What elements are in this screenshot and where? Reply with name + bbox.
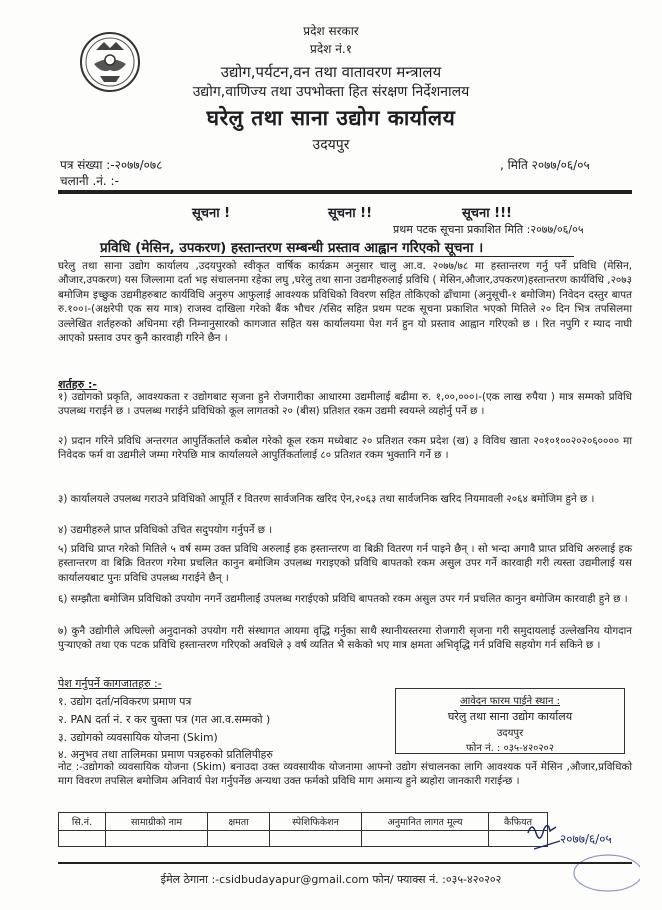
reference-number: पत्र संख्या :-२०७७/०७८ [60, 158, 163, 172]
notice-subject: प्रविधि (मेसिन, उपकरण) हस्तान्तरण सम्बन्धी प्रस्ताव आह्वान गरिएको सूचना । [100, 240, 484, 256]
directorate-name: उद्योग,वाणिज्य तथा उपभोक्ता हित संरक्षण निर्देशनालय [192, 84, 470, 100]
intro-paragraph: घरेलु तथा साना उद्योग कार्यालय ,उदयपुरको स्वीकृत वार्षिक कार्यक्रम अनुसार चालु आ.व. २०७७/७८ मा हस्तान्तरण गर्नु पर्ने प्रविधि (मेसिन, औजार,उपकरण) यस जिल्लामा दर्ता भइ संचालनमा रहेका लघु ,घरेलु तथा साना उद्यमीहरुलाई प्रविधि ( मेसिन,औजार,उपकरण)हस्तान्तरण कार्यविधि ,२०७३ बमोजिम इच्छुक उद्यमीहरुबाट कार्यविधि अनुरुप आफुलाई आवश्यक प्रविधिको विवरण सहित तोकिएको ढाँचामा (अनुसूची-१ बमोजिम) निवेदन दस्तुर बापत रु.१००।-(अक्षरेपी एक सय मात्र) राजस्व दाखिला गरेको बैंक भौचर /रसिद सहित प्रथम पटक सूचना प्रकाशित भएको मितिले २० दिन भित्र तपसिलमा उल्लेखित शर्तहरुको अधिनमा रही निम्नानुसारको कागजात सहित यस कार्यालयमा पेश गर्न हुन यो प्रस्ताव आह्वान गरिएको छ । रित नपुगि र म्याद नाघी आएको प्रस्ताव उपर कुनै कारवाही गरिने छैन । [58, 260, 632, 345]
note-paragraph: नोट :-उद्योगको व्यवसायिक योजना (Skim) बनाउदा उक्त व्यवसायीक योजनामा आफ्नो उद्योग संचालनका लागि आवश्यक पर्ने मेसिन ,औजार,प्रविधिको माग विवरण तपसिल बमोजिम अनिवार्य पेश गर्नुपर्नेछ अन्यथा उक्त फर्मको प्रविधि माग अमान्य हुने ब्यहोरा जानकारी गराईन्छ । [58, 761, 632, 788]
signature-date: २०७७/६/०५ [560, 832, 612, 846]
document-item: ४. अनुभव तथा तालिमका प्रमाण पत्रहरुको प्रतिलिपीहरु [58, 748, 273, 761]
machinery-demand-table [58, 812, 548, 847]
condition-7: ७) कुनै उद्योगीले अघिल्लो अनुदानको उपयोग गरी संस्थागत आयमा वृद्धि गर्नुका साथै स्थानीयस्तरमा रोजगारी सृजना गरी समुदायलाई उल्लेखनिय योगदान पुऱ्याएको तथा एक पटक प्रविधि हस्तान्तरण गरिएको अवधिले ३ वर्ष व्यतित भै सकेको भए मात्र क्षमता अभिवृद्धि गर्न प्रविधि सहयोग गर्न सकिने छ । [58, 625, 632, 652]
notice-label-3: सूचना !!! [462, 206, 512, 221]
table-row [59, 831, 548, 847]
application-phone: फोन नं. : ०३५-४२०२०२ [466, 743, 554, 754]
subject-underline [100, 256, 574, 257]
table-header-cell: स्पेशिफिकेशन [270, 813, 362, 831]
documents-title: पेश गर्नुपर्ने कागजातहरु :- [58, 677, 162, 690]
province-name: प्रदेश नं.१ [310, 42, 352, 56]
condition-4: ४) उद्यमीहरुले प्राप्त प्रविधिको उचित सदुपयोग गर्नुपर्ने छ । [58, 524, 273, 536]
government-name: प्रदेश सरकार [303, 24, 359, 38]
application-office: घरेलु तथा साना उद्योग कार्यालय [447, 710, 573, 723]
table-header-cell: सामाग्रीको नाम [106, 813, 208, 831]
table-header-cell: सि.नं. [59, 813, 106, 831]
conditions-title: शर्तहरु :- [58, 378, 97, 391]
dispatch-number: चलानी .नं. :- [60, 174, 119, 188]
ministry-name: उद्योग,पर्यटन,वन तथा वातावरण मन्त्रालय [220, 63, 442, 81]
table-header-cell: अनुमानित लागत मूल्य [362, 813, 489, 831]
table-header-row [59, 813, 548, 831]
condition-5: ५) प्रविधि प्राप्त गरेको मितिले ५ वर्ष सम्म उक्त प्रविधि अरुलाई हक हस्तान्तरण वा बिक्री वितरण गर्न पाइने छैन् । सो भन्दा अगावै प्राप्त प्रविधि अरुलाई हक हस्तान्तरण वा बिक्रि वितरण गरेमा प्रचलित कानुन बमोजिम उपलब्ध गराइएको प्रविधि बापतको रकम असुल उपर गर्ने कारवाही गरी त्यस्ता उद्यमीलाई यस कार्यालयबाट पुनः प्रविधि उपलब्ध गराईने छैन् । [58, 543, 632, 584]
footer-contact: ईमेल ठेगाना :-csidbudayapur@gmail.com फोन/ फ्याक्स नं. :०३५-४२०२०२ [160, 873, 502, 886]
condition-3: ३) कार्यालयले उपलब्ध गराउने प्रविधिको आपूर्ति र वितरण सार्वजनिक खरिद ऐन,२०६३ तथा सार्वजनिक खरिद नियमावली २०६४ बमोजिम हुने छ । [58, 493, 595, 505]
notice-label-2: सूचना !! [328, 206, 373, 221]
document-item: ३. उद्योगको व्यवसायिक योजना (Skim) [58, 731, 218, 744]
first-publication-date: प्रथम पटक सूचना प्रकाशित मिति :२०७७/०६/०५ [393, 223, 584, 236]
document-item: २. PAN दर्ता नं. र कर चुक्ता पत्र (गत आ.व.सम्मको ) [58, 713, 271, 726]
table-header-cell: कैफियत [489, 813, 548, 831]
condition-6: ६) सम्झौता बमोजिम प्रविधिको उपयोग नगर्ने उद्यमीलाई उपलब्ध गराईएको प्रविधि बापतको रकम असुल उपर गर्न प्रचलित कानुन बमोजिम कारवाही हुने छ । [58, 593, 628, 605]
condition-1: १) उद्योगको प्रकृति, आवश्यकता र उद्योगबाट सृजना हुने रोजगारीका आधारमा उद्यमीलाई बढीमा रु. १,००,०००।-(एक लाख रुपैया ) मात्र सम्मको प्रविधि उपलब्ध गराईने छ । उपलब्ध गराईने प्रविधिको कूल लागतको २० (बीस) प्रतिशत रकम उद्यमी स्वयम्ले व्यहोर्नु पर्ने छ । [58, 391, 632, 418]
condition-2: २) प्रदान गरिने प्रविधि अन्तरगत आपुर्तिकर्ताले कबोल गरेको कूल रकम मध्येबाट २० प्रतिशत रकम प्रदेश (ख) ३ विविध खाता २०१०१००२०२०६०००० मा निवेदक फर्म वा उद्यमीले जम्मा गरेपछि मात्र कार्यालयले आपुर्तिकर्तालाई ८० प्रतिशत रकम भुक्तानि गर्ने छ । [58, 435, 632, 462]
footer-divider [58, 862, 632, 864]
table-header-cell: क्षमता [208, 813, 270, 831]
notice-label-1: सूचना ! [192, 206, 231, 221]
header-divider [58, 190, 632, 194]
application-place-title: आवेदन फारम पाईने स्थान : [459, 696, 561, 707]
document-item: १. उद्योग दर्ता/नविकरण प्रमाण पत्र [58, 695, 192, 708]
application-place-box [395, 688, 625, 754]
application-city: उदयपुर [496, 728, 524, 739]
letter-date: , मिति २०७७/०६/०५ [500, 158, 590, 172]
office-city: उदयपुर [312, 137, 350, 153]
office-name: घरेलु तथा साना उद्योग कार्यालय [206, 106, 456, 130]
